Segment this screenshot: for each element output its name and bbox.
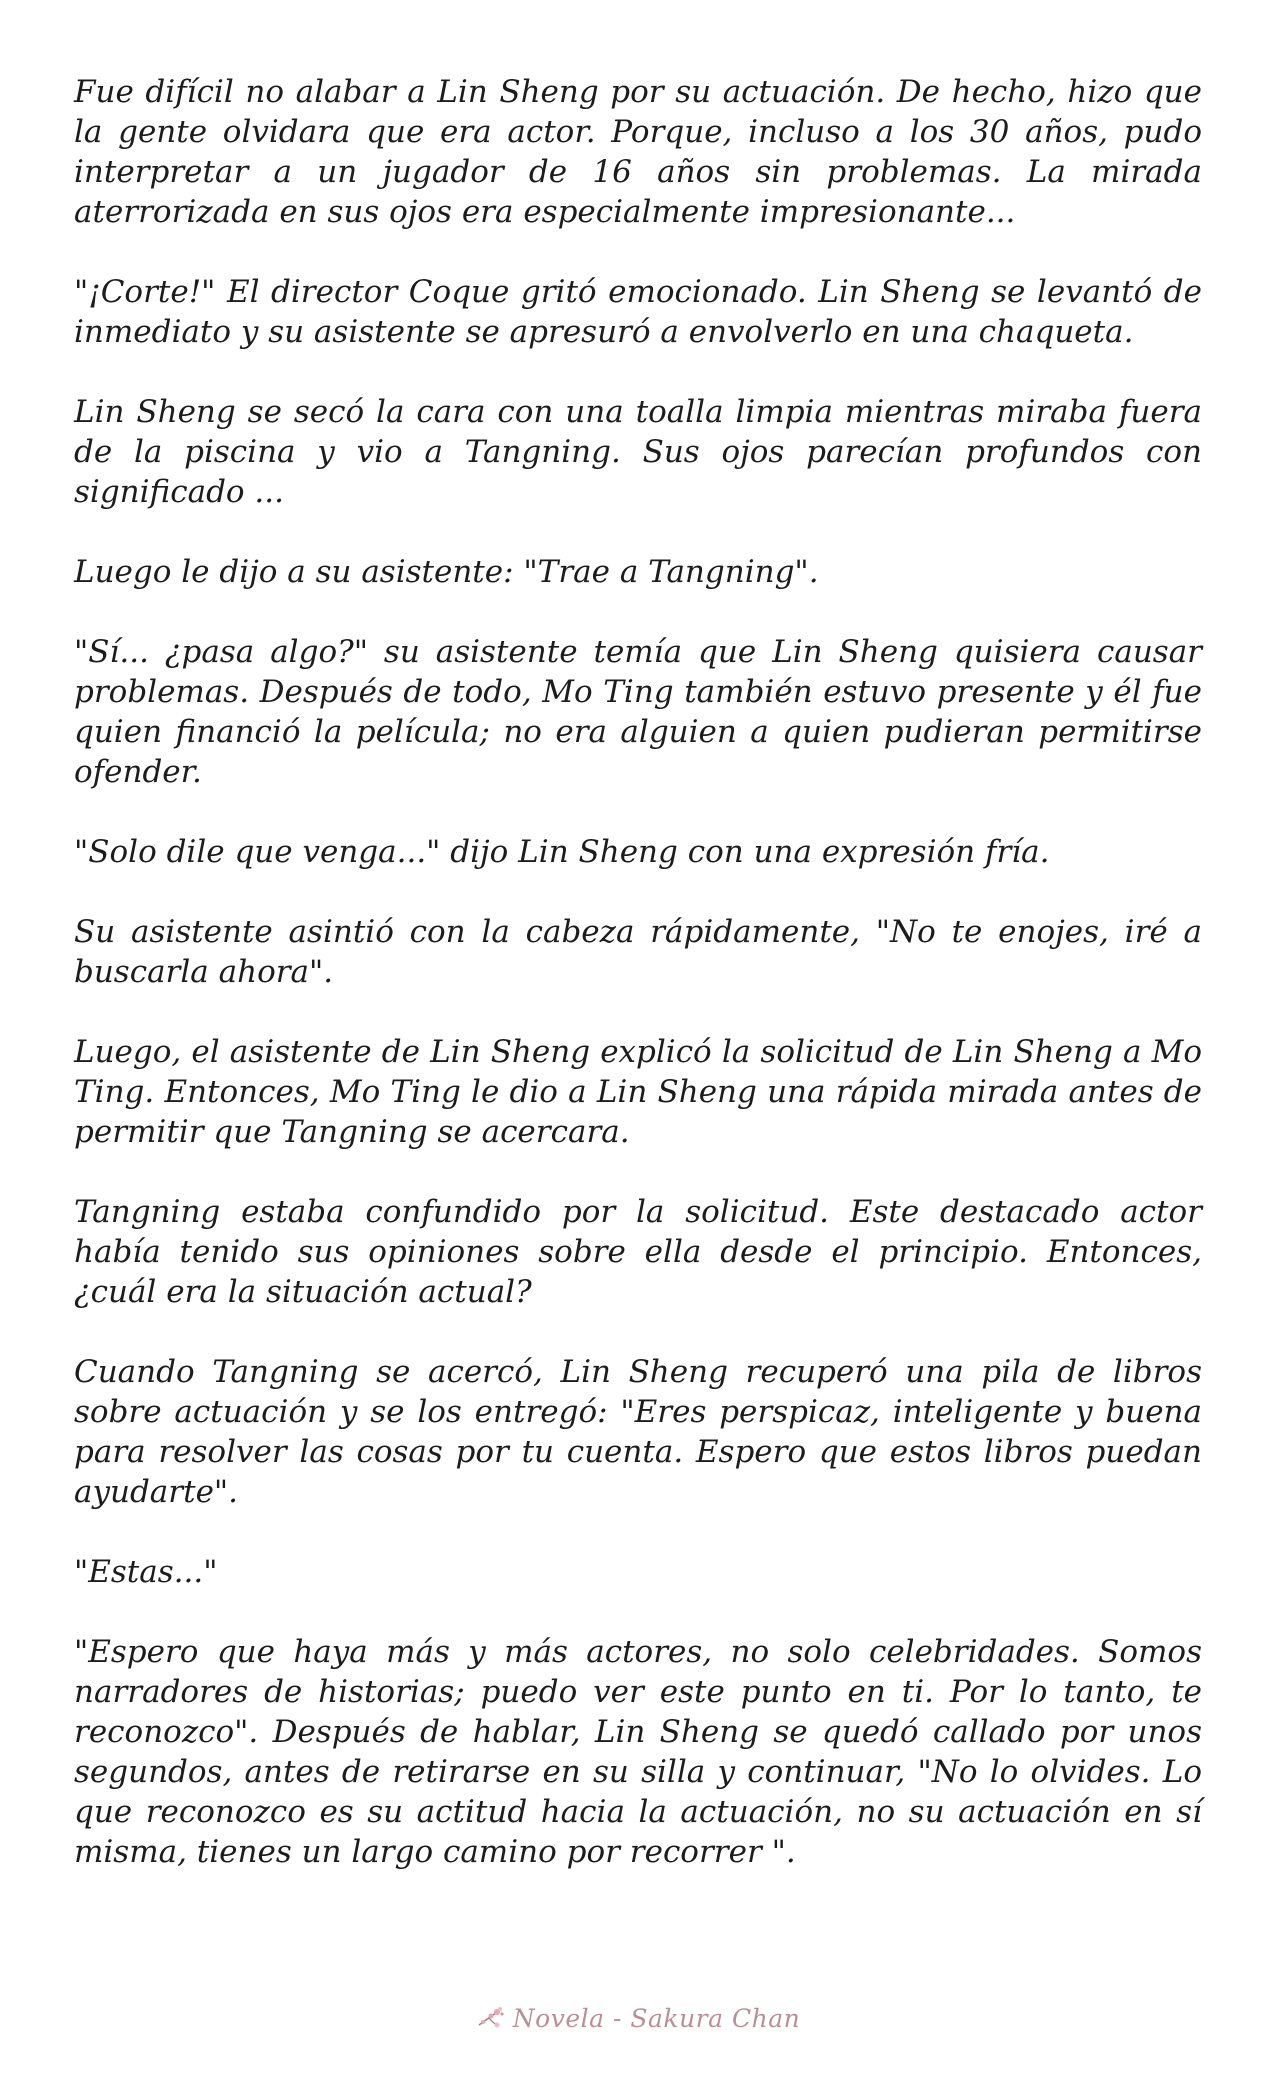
paragraph: Su asistente asintió con la cabeza rápidamente, "No te enojes, iré a buscarla ahora".	[74, 914, 1202, 990]
paragraph: "Sí... ¿pasa algo?" su asistente temía que Lin Sheng quisiera causar problemas. Después de todo, Mo Ting también estuvo presente y él fue quien financió la película; no era alguien a quien pudieran permitirse ofender.	[74, 634, 1202, 790]
paragraph: Luego le dijo a su asistente: "Trae a Tangning".	[74, 554, 819, 590]
watermark	[0, 1998, 1275, 2038]
paragraph: Fue difícil no alabar a Lin Sheng por su actuación. De hecho, hizo que la gente olvidara que era actor. Porque, incluso a los 30 años, pudo interpretar a un jugador de 16 años sin problemas. La mirada aterrorizada en sus ojos era especialmente impresionante...	[74, 74, 1202, 230]
paragraph: "Solo dile que venga..." dijo Lin Sheng con una expresión fría.	[74, 834, 1050, 870]
paragraph: Cuando Tangning se acercó, Lin Sheng recuperó una pila de libros sobre actuación y se los entregó: "Eres perspicaz, inteligente y buena para resolver las cosas por tu cuenta. Espero que estos libros puedan ayudarte".	[74, 1354, 1202, 1510]
paragraph: "Espero que haya más y más actores, no solo celebridades. Somos narradores de historias; puedo ver este punto en ti. Por lo tanto, te reconozco". Después de hablar, Lin Sheng se quedó callado por unos segundos, antes de retirarse en su silla y continuar, "No lo olvides. Lo que reconozco es su actitud hacia la actuación, no su actuación en sí misma, tienes un largo camino por recorrer ".	[74, 1634, 1202, 1870]
paragraph: Tangning estaba confundido por la solicitud. Este destacado actor había tenido sus opiniones sobre ella desde el principio. Entonces, ¿cuál era la situación actual?	[74, 1194, 1202, 1310]
paragraph: "¡Corte!" El director Coque gritó emocionado. Lin Sheng se levantó de inmediato y su asistente se apresuró a envolverlo en una chaqueta.	[74, 274, 1202, 350]
paragraph: Luego, el asistente de Lin Sheng explicó la solicitud de Lin Sheng a Mo Ting. Entonces, Mo Ting le dio a Lin Sheng una rápida mirada antes de permitir que Tangning se acercara.	[74, 1034, 1202, 1150]
document-body	[74, 72, 1202, 1872]
paragraph: "Estas..."	[74, 1554, 218, 1590]
paragraph: Lin Sheng se secó la cara con una toalla limpia mientras miraba fuera de la piscina y vio a Tangning. Sus ojos parecían profundos con significado ...	[74, 394, 1202, 510]
watermark-text: Novela - Sakura Chan	[512, 2003, 801, 2033]
cherry-blossom-icon	[475, 2005, 505, 2031]
